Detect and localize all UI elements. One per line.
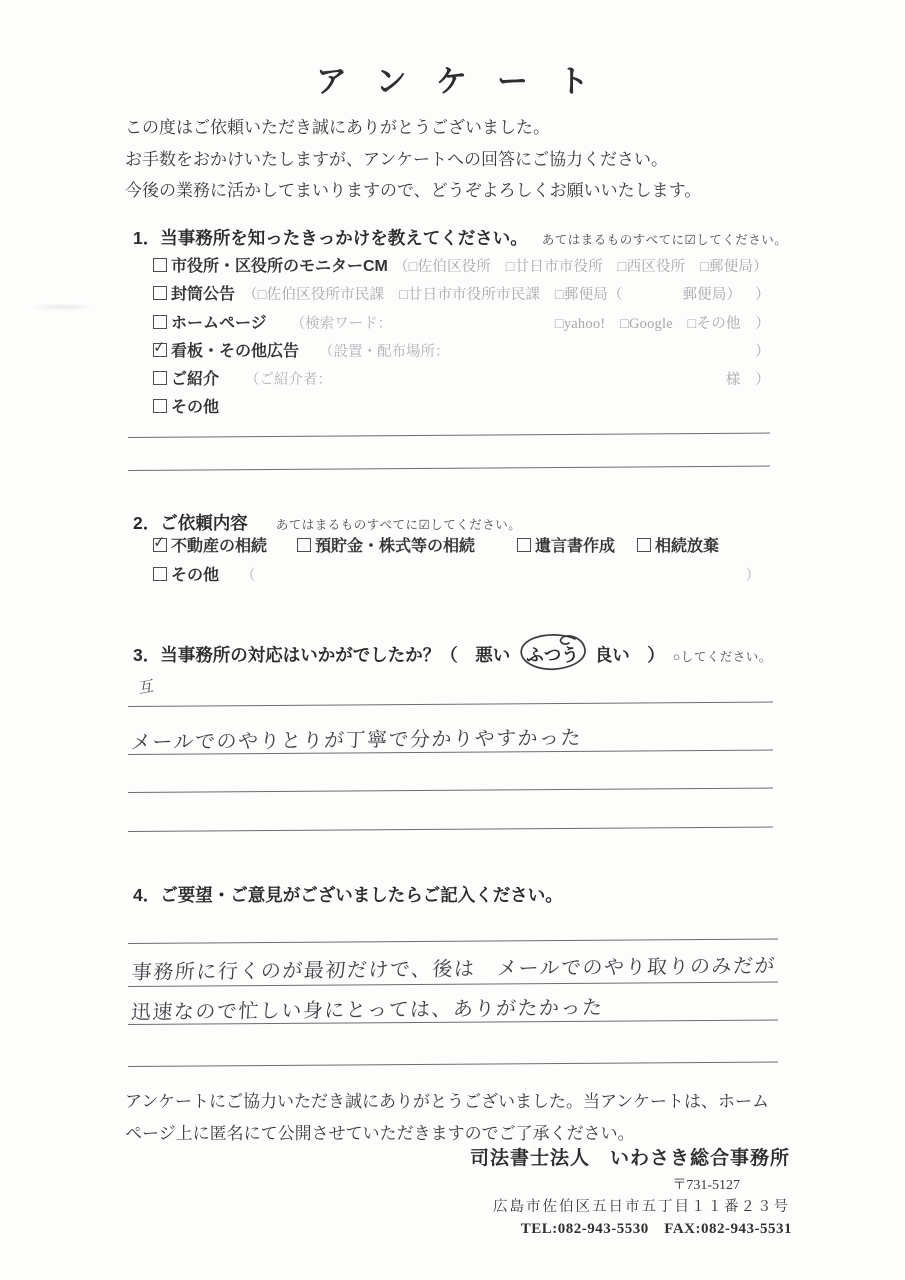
closing-line-1: アンケートにご協力いただき誠にありがとうございました。当アンケートは、ホーム: [125, 1092, 769, 1111]
checkbox-kanban[interactable]: [153, 343, 167, 357]
answer-line: [128, 466, 770, 471]
company-name: 司法書士法人 いわさき総合事務所: [469, 1148, 790, 1169]
checkbox-souzokuhouki[interactable]: [637, 538, 651, 552]
section1-options: [153, 253, 770, 423]
open-paren: （: [241, 568, 256, 584]
checkbox-yochokin[interactable]: [297, 538, 311, 552]
option-close-paren: ）: [755, 287, 770, 304]
rating-futsuu[interactable]: ふつう: [526, 645, 579, 665]
postal-code: 〒731-5127: [672, 1178, 740, 1193]
option-label: その他: [171, 399, 220, 417]
option-kanban: [153, 338, 770, 366]
option-label: 相続放棄: [655, 538, 720, 555]
answer-line: [128, 701, 773, 707]
intro-line-1: この度はご依頼いただき誠にありがとうございました。: [125, 118, 550, 137]
option-detail: （□佐伯区役所 □廿日市市役所 □西区役所 □郵便局）: [393, 259, 768, 275]
handwritten-answer-q3: メールでのやりとりが丁寧で分かりやすかった: [130, 727, 583, 755]
closing-paragraph: [125, 1086, 769, 1149]
intro-paragraph: [125, 112, 701, 207]
checkbox-fudousan[interactable]: [153, 538, 167, 552]
option-futo-koukoku: [153, 281, 770, 309]
tel-fax: TEL:082-943-5530 FAX:082-943-5531: [520, 1221, 792, 1237]
option-detail: （検索ワード：: [290, 315, 393, 332]
option-label: 封筒公告: [171, 286, 236, 304]
handwritten-scribble: 互: [139, 678, 154, 698]
section2-heading-text: 2．ご依頼内容: [133, 513, 248, 533]
option-label: 不動産の相続: [171, 538, 268, 555]
intro-line-3: 今後の業務に活かしてまいりますので、どうぞよろしくお願いいたします。: [125, 181, 702, 200]
answer-line: [128, 1061, 778, 1067]
page-title: アンケート: [315, 64, 620, 99]
intro-line-2: お手数をおかけいたしますが、アンケートへの回答にご協力ください。: [125, 149, 668, 169]
option-label: 遺言書作成: [535, 538, 616, 555]
option-detail: （□佐伯区役所市民課 □廿日市市役所市民課 □郵便局（: [243, 287, 623, 304]
section4-heading: 4．ご要望・ご意見がございましたらご記入ください。: [133, 885, 563, 905]
option-detail-right: 郵便局）: [682, 287, 742, 304]
company-address: 広島市佐伯区五日市五丁目１１番２３号: [493, 1199, 790, 1215]
option-label: 看板・その他広告: [171, 342, 300, 360]
option-detail-right: □yahoo! □Google □その他 ）: [554, 315, 770, 332]
option-label: その他: [171, 567, 220, 584]
checkbox-sonota2[interactable]: [153, 567, 167, 581]
section1-heading-text: 1．当事務所を知ったきっかけを教えてください。: [133, 228, 528, 248]
closing-line-2: ページ上に匿名にて公開させていただきますのでご了承ください。: [125, 1123, 635, 1143]
option-label: ホームページ: [171, 314, 267, 332]
option-label: 市役所・区役所のモニターCM: [171, 258, 388, 275]
section1-note: あてはまるものすべてに☑してください。: [541, 233, 788, 247]
handwritten-answer-q4-line2: 迅速なので忙しい身にとっては、ありがたかった: [130, 997, 605, 1025]
option-sonota: [153, 394, 770, 422]
option-close-paren: ）: [755, 343, 770, 360]
section2-options-row: [153, 533, 753, 561]
answer-line: [128, 826, 773, 832]
option-detail: （設置・配布場所：: [319, 343, 450, 360]
checkbox-futo-koukoku[interactable]: [153, 286, 167, 300]
section1-heading: [133, 225, 787, 250]
handwritten-answer-q4-line1: 事務所に行くのが最初だけで、後は メールでのやり取りのみだが: [131, 955, 777, 985]
close-paren: ）: [745, 568, 760, 584]
rating-futsuu-circled: [526, 642, 579, 667]
question3-suffix: 良い ）: [594, 645, 665, 665]
section3-heading: [133, 642, 772, 667]
checkbox-goshoukai[interactable]: [153, 371, 167, 385]
question3-prefix: 3．当事務所の対応はいかがでしたか？（ 悪い: [133, 645, 511, 665]
section2-heading: [133, 510, 521, 535]
answer-line: [128, 787, 773, 793]
option-detail: （ご紹介者：: [245, 372, 333, 389]
section2-sonota-row: [153, 562, 760, 590]
checkbox-yuigonsho[interactable]: [517, 538, 531, 552]
scan-artifact: [28, 303, 98, 311]
option-label: ご紹介: [171, 371, 220, 389]
checkbox-monitor-cm[interactable]: [153, 258, 167, 272]
section3-note: ○してください。: [672, 650, 772, 664]
checkbox-sonota[interactable]: [153, 399, 167, 413]
option-monitor-cm: [153, 253, 770, 281]
answer-line: [128, 433, 770, 438]
option-goshoukai: [153, 366, 770, 394]
checkbox-homepage[interactable]: [153, 315, 167, 329]
option-homepage: [153, 310, 770, 338]
section2-note: あてはまるものすべてに☑してください。: [275, 518, 522, 532]
answer-line: [128, 938, 778, 944]
option-label: 預貯金・株式等の相続: [315, 538, 476, 555]
option-detail-right: 様 ）: [725, 372, 770, 389]
